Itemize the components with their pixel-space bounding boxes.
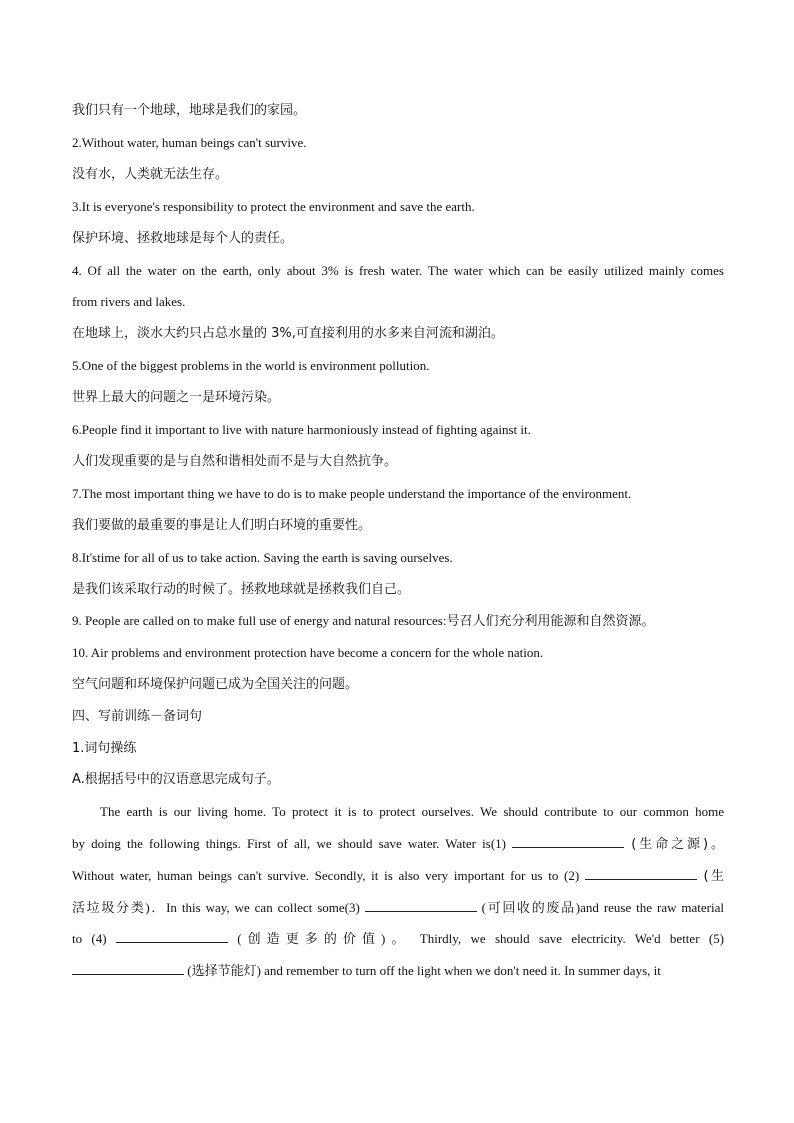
passage-text: Without water, human beings can't survive. Secondly, it is also very important for us to (2) xyxy=(72,868,585,883)
sentence-5-cn: 世界上最大的问题之一是环境污染。 xyxy=(72,390,281,405)
blank-1-input[interactable] xyxy=(512,835,624,848)
passage-text: 活垃圾分类)．In this way, we can collect some(3) xyxy=(72,900,365,915)
sentence-2-en: 2.Without water, human beings can't survive. xyxy=(72,135,307,150)
sentence-9 xyxy=(72,612,724,631)
passage-line-1: The earth is our living home. To protect it is to protect ourselves. We should contribute to our common home xyxy=(100,804,724,819)
sentence-7-cn: 我们要做的最重要的事是让人们明白环境的重要性。 xyxy=(72,518,372,533)
blank-4-input[interactable] xyxy=(116,930,228,943)
sentence-8-en: 8.It'stime for all of us to take action. Saving the earth is saving ourselves. xyxy=(72,550,453,565)
blank-3-input[interactable] xyxy=(365,899,477,912)
sentence-3-cn: 保护环境、拯救地球是每个人的责任。 xyxy=(72,231,294,246)
sentence-4-en-line1: 4. Of all the water on the earth, only about 3% is fresh water. The water which can be easily utilized mainly comes xyxy=(72,263,724,278)
sentence-4-en-line2: from rivers and lakes. xyxy=(72,294,186,309)
passage-line-4 xyxy=(72,899,724,917)
section-heading: 四、写前训练－备词句 xyxy=(72,709,203,724)
passage-text: by doing the following things. First of all, we should save water. Water is(1) xyxy=(72,836,513,851)
blank-2-input[interactable] xyxy=(585,867,697,880)
sentence-9-cn: 号召人们充分利用能源和自然资源。 xyxy=(446,614,655,629)
passage-text: (创造更多的价值)。 Thirdly, we should save electricity. We'd better (5) xyxy=(227,931,724,946)
passage-text: to (4) xyxy=(72,931,116,946)
sentence-10-cn: 空气问题和环境保护问题已成为全国关注的问题。 xyxy=(72,677,359,692)
sentence-6-en: 6.People find it important to live with nature harmoniously instead of fighting against it. xyxy=(72,422,531,437)
passage-line-2 xyxy=(72,835,724,854)
passage-line-3 xyxy=(72,867,724,886)
passage-text: (可回收的废品)and reuse the raw material xyxy=(476,900,724,915)
sentence-10-en: 10. Air problems and environment protection have become a concern for the whole nation. xyxy=(72,645,544,660)
sentence-1-cn: 我们只有一个地球，地球是我们的家园。 xyxy=(72,103,307,118)
sentence-7-en: 7.The most important thing we have to do is to make people understand the importance of the environment. xyxy=(72,486,632,501)
sentence-8-cn: 是我们该采取行动的时候了。拯救地球就是拯救我们自己。 xyxy=(72,582,411,597)
task-heading: A.根据括号中的汉语意思完成句子。 xyxy=(72,772,280,787)
passage-text: (生 xyxy=(696,869,724,884)
sentence-6-cn: 人们发现重要的是与自然和谐相处而不是与大自然抗争。 xyxy=(72,454,398,469)
sentence-5-en: 5.One of the biggest problems in the world is environment pollution. xyxy=(72,358,430,373)
passage-text: (选择节能灯) and remember to turn off the light when we don't need it. In summer days, it xyxy=(184,963,661,978)
sentence-3-en: 3.It is everyone's responsibility to protect the environment and save the earth. xyxy=(72,199,475,214)
blank-5-input[interactable] xyxy=(72,962,184,975)
sentence-2-cn: 没有水，人类就无法生存。 xyxy=(72,167,229,182)
sentence-4-cn: 在地球上，淡水大约只占总水量的 3%,可直接利用的水多来自河流和湖泊。 xyxy=(72,326,504,341)
sub-heading: 1.词句操练 xyxy=(72,741,137,756)
passage-text: (生命之源)。 xyxy=(624,837,724,852)
sentence-9-en: 9. People are called on to make full use of energy and natural resources: xyxy=(72,613,447,628)
passage-line-5 xyxy=(72,930,724,948)
passage-line-6 xyxy=(72,962,724,980)
